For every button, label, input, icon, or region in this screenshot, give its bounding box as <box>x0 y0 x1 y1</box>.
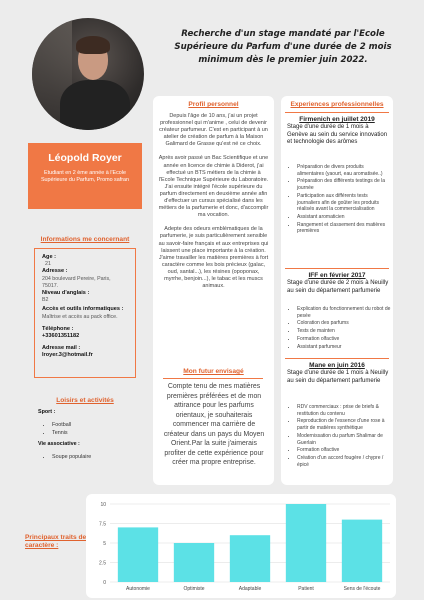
headline: Recherche d'un stage mandaté par l'Ecole Supérieure du Parfum d'une durée de 2 mois minimum dès le premier juin 2022. <box>174 29 392 65</box>
photo-body <box>60 80 130 130</box>
list-item: • Football <box>52 421 138 429</box>
list-item: • Rangement et classement des matières premières <box>297 222 391 235</box>
name-box <box>28 143 142 209</box>
bar <box>230 535 270 582</box>
job-description: Stage d'une durée de 1 mois à Genève au sein du service innovation et technologie des arômes <box>287 124 388 146</box>
job-task-list <box>287 306 391 351</box>
y-tick-label: 2.5 <box>99 560 106 567</box>
traits-bar-chart <box>86 494 396 598</box>
y-tick-label: 7.5 <box>99 521 106 528</box>
job-description: Stage d'une durée de 1 mois à Neuilly au sein du département parfumerie <box>287 370 389 384</box>
mail-value: lroyer.3@hotmail.fr <box>42 352 93 359</box>
job-title: IFF en février 2017 <box>308 272 366 279</box>
sport-list <box>38 421 138 437</box>
divider <box>285 112 389 113</box>
x-tick-label: Adaptable <box>238 586 262 592</box>
job-title: Mane en juin 2016 <box>309 362 365 369</box>
list-item: • Explication du fonctionnement du robot de pesée <box>297 306 391 319</box>
profil-card <box>153 96 274 485</box>
y-tick-label: 5 <box>103 540 106 547</box>
y-tick-label: 10 <box>100 501 106 508</box>
tools-value: Maîtrise et accès au pack office. <box>42 313 118 320</box>
list-item: • Formation olfactive <box>297 336 391 343</box>
list-item: • Formation olfactive <box>297 447 391 454</box>
traits-chart-card <box>86 494 396 598</box>
avenir-text: Compte tenu de mes matières premières préférées et de mon attirance pour les parfums orientaux, je souhaiterais commencer ma carrière de créateur dans un pays du Moyen Orient.Par la suite j'aimerais profiter de cette expérience pour créer ma propre entreprise. <box>163 383 265 466</box>
list-item: • Préparation de divers produits alimentaires (yaourt, eau aromatisée..) <box>297 164 391 177</box>
info-box <box>34 248 136 378</box>
candidate-description: Etudiant en 2 ème année à l'Ecole Supérieure du Parfum, Promo safran <box>40 170 130 184</box>
experience-title: Experiences professionnelles <box>290 101 384 108</box>
list-item: • Tests de mainten <box>297 328 391 335</box>
job-task-list <box>287 164 391 236</box>
profil-title: Profil personnel <box>188 101 239 108</box>
profil-paragraph: Adepte des odeurs emblématiques de la parfumerie, je suis particulièrement sensible au savoir-faire français et aux entreprises qui laissent une place importante à la création. J'aime travailler les matières premières à fort caractère comme les bois précieux (gaïac, oud, santal...), les résines (opoponax, myrrhe, benjoin...), le tabac et les muscs animaux. <box>158 226 269 290</box>
y-tick-label: 0 <box>103 579 106 586</box>
profil-paragraph: Depuis l'âge de 10 ans, j'ai un projet professionnel qui m'anime , celui de devenir créateur parfumeur. C'est en participant à un atelier de création de parfum à la Maison Galimard de Grasse qu'est né ce choix. <box>159 113 268 148</box>
vie-associative-list <box>38 453 138 461</box>
sport-label: Sport : <box>38 409 56 415</box>
bar <box>286 504 326 582</box>
english-value: B2 <box>42 297 49 304</box>
x-tick-label: Optimiste <box>183 586 205 592</box>
list-item: • RDV commerciaux : prise de briefs & restitution du contenu <box>297 404 391 417</box>
list-item: • Reproduction de l'essence d'une rose à partir de matières synthétique <box>297 418 391 431</box>
list-item: • Coloration des parfums <box>297 320 391 327</box>
phone-value: +33601351182 <box>42 333 80 340</box>
age-value: 21 <box>45 261 51 268</box>
x-tick-label: Patient <box>298 586 314 592</box>
mail-label: Adresse mail : <box>42 345 81 352</box>
info-title: Informations me concernant <box>40 236 130 243</box>
phone-label: Téléphone : <box>42 325 74 332</box>
divider <box>163 378 263 379</box>
photo-hair <box>76 36 110 54</box>
bar <box>174 543 214 582</box>
loisirs-title: Loisirs et activités <box>56 397 114 404</box>
list-item: • Assistant parfumeur <box>297 344 391 351</box>
job-title: Firmenich en juillet 2019 <box>299 116 375 123</box>
profil-text <box>158 113 269 297</box>
profil-paragraph: Après avoir passé un Bac Scientifique et une année en licence de chimie à Diderot, j'ai effectué un BTS métiers de la chimie à l'Ecole Technique Supérieure du Laboratoire. J'ai ensuite intégré l'école supérieure du parfum directement en deuxième année afin d'effectuer un cursus spécialisé dans les métiers de la parfumerie et donc, d'accomplir ma vocation. <box>158 155 269 219</box>
avenir-title: Mon futur envisagé <box>183 368 244 375</box>
experience-card <box>281 96 393 485</box>
address-value: 204 boulevard Pereire, Paris, 75017. <box>42 275 111 289</box>
divider <box>285 358 389 359</box>
list-item: • Création d'un accord fougère / chypre / épicé <box>297 455 391 468</box>
loisirs-section <box>38 406 138 461</box>
list-item: • Préparation des différents testings de la journée <box>297 178 391 191</box>
job-task-list <box>287 404 391 469</box>
list-item: • Assistant aromaticien <box>297 214 391 221</box>
list-item: • Soupe populaire <box>52 453 138 461</box>
x-tick-label: Sens de l'écoute <box>343 586 381 592</box>
job-description: Stage d'une durée de 2 mois à Neuilly au sein du département parfumerie <box>287 280 389 294</box>
vie-associative-label: Vie associative : <box>38 441 80 447</box>
tools-label: Accès et outils informatiques : <box>42 306 124 313</box>
english-label: Niveau d'anglais : <box>42 290 90 297</box>
candidate-name: Léopold Royer <box>48 152 122 164</box>
list-item: • Modernissation du parfum Shalimar de Guerlain <box>297 433 391 446</box>
profile-photo <box>32 18 144 130</box>
traits-label: Principaux traits de caractère : <box>25 534 87 549</box>
bar <box>118 527 158 582</box>
bar <box>342 520 382 582</box>
divider <box>285 268 389 269</box>
list-item: • Participation aux différents tests journaliers afin de goûter les produits réalisés avant la commercialisation <box>297 193 391 213</box>
x-tick-label: Autonomie <box>126 586 150 592</box>
address-label: Adresse : <box>42 268 68 275</box>
age-label: Age : <box>42 254 56 260</box>
list-item: • Tennis <box>52 429 138 437</box>
